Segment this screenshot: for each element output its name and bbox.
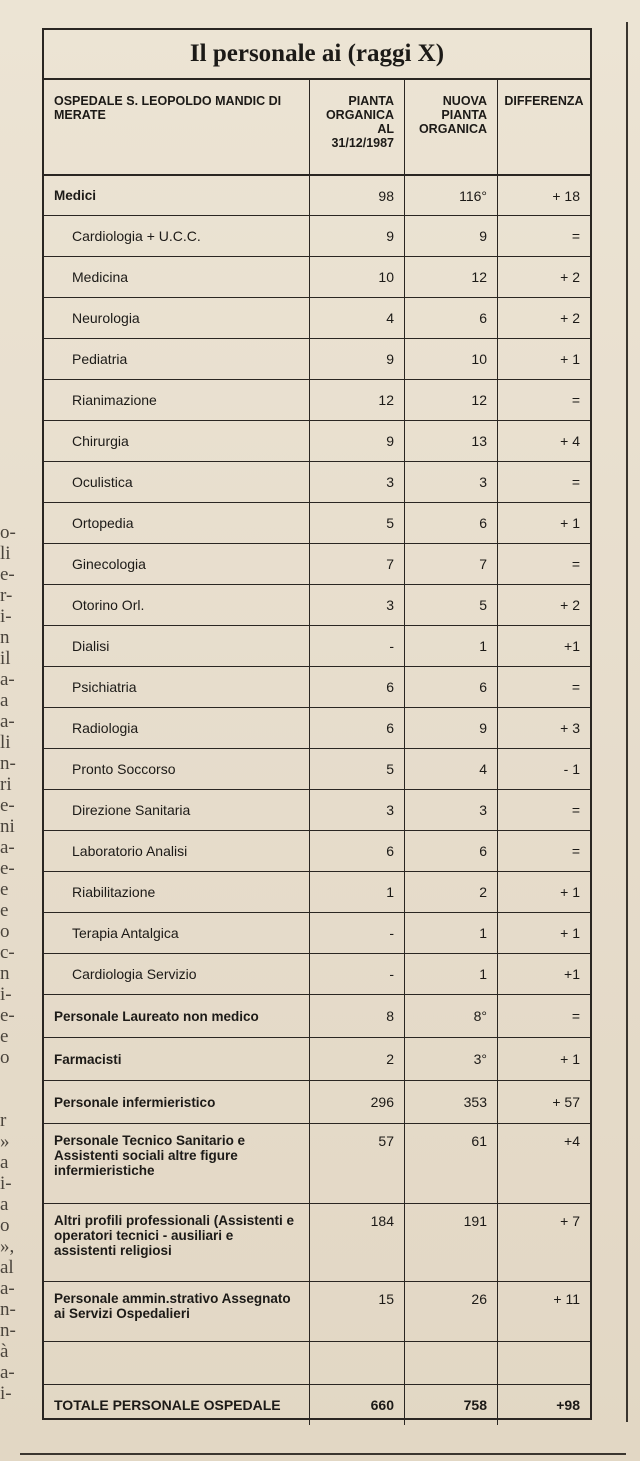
difference-value: = (571, 802, 580, 818)
bottom-divider (20, 1453, 626, 1455)
new-staffing-value: 2 (405, 872, 498, 912)
old-staffing-value: 9 (310, 339, 405, 379)
old-staffing-value (310, 1342, 405, 1384)
old-staffing-value: 6 (310, 708, 405, 748)
difference-value: + 57 (552, 1094, 580, 1110)
difference-value: + 11 (553, 1291, 580, 1307)
margin-fragment (0, 1089, 18, 1110)
margin-fragment: ri (0, 774, 12, 795)
old-staffing-value: 3 (310, 585, 405, 625)
old-staffing-value: - (310, 626, 405, 666)
table-row (44, 790, 590, 831)
row-label: Ginecologia (44, 544, 310, 584)
margin-fragment: a- (0, 837, 15, 858)
table-row (44, 995, 590, 1038)
new-staffing-value: 10 (405, 339, 498, 379)
margin-fragment: e (0, 900, 9, 921)
difference-value: +1 (564, 638, 580, 654)
margin-fragment: a- (0, 1278, 15, 1299)
adjacent-column-text-fragments (0, 522, 18, 1404)
margin-fragment: o- (0, 522, 16, 543)
difference-value: + 2 (560, 310, 580, 326)
table-row (44, 1204, 590, 1282)
row-label: Cardiologia Servizio (44, 954, 310, 994)
table-title: Il personale ai (raggi X) (44, 30, 590, 80)
header-difference: DIFFERENZA (504, 94, 584, 108)
new-staffing-value: 6 (405, 667, 498, 707)
new-staffing-value: 1 (405, 913, 498, 953)
header-new-staffing: NUOVA PIANTA ORGANICA (405, 80, 498, 174)
margin-fragment: o (0, 1047, 10, 1068)
row-label: Personale ammin.strativo Assegnato ai Servizi Ospedalieri (44, 1282, 310, 1341)
row-label: Pronto Soccorso (44, 749, 310, 789)
old-staffing-value: 1 (310, 872, 405, 912)
margin-fragment: li (0, 543, 11, 564)
old-staffing-value: 5 (310, 503, 405, 543)
margin-fragment: à (0, 1341, 9, 1362)
old-staffing-value: 5 (310, 749, 405, 789)
row-label: Neurologia (44, 298, 310, 338)
new-staffing-value: 353 (405, 1081, 498, 1123)
row-label: Altri profili professionali (Assistenti e operatori tecnici - ausiliari e assistenti religiosi (44, 1204, 310, 1281)
table-row (44, 667, 590, 708)
margin-fragment: », (0, 1236, 15, 1257)
new-staffing-value: 6 (405, 503, 498, 543)
old-staffing-value: - (310, 913, 405, 953)
table-row (44, 1124, 590, 1204)
difference-value: = (571, 679, 580, 695)
difference-value: + 1 (560, 1051, 580, 1067)
old-staffing-value: 184 (310, 1204, 405, 1281)
staffing-table (42, 28, 592, 1420)
table-row (44, 380, 590, 421)
old-staffing-value: 3 (310, 790, 405, 830)
row-label: Otorino Orl. (44, 585, 310, 625)
old-staffing-value: 6 (310, 667, 405, 707)
margin-fragment: i- (0, 1383, 12, 1404)
new-staffing-value: 4 (405, 749, 498, 789)
difference-value: + 2 (560, 269, 580, 285)
header-hospital: OSPEDALE S. LEOPOLDO MANDIC DI MERATE (44, 80, 310, 174)
difference-value: + 1 (560, 925, 580, 941)
margin-fragment: e- (0, 564, 15, 585)
margin-fragment: a- (0, 669, 15, 690)
difference-value: + 1 (560, 351, 580, 367)
old-staffing-value: 98 (310, 176, 405, 215)
margin-fragment: e- (0, 858, 15, 879)
difference-value: + 1 (560, 884, 580, 900)
difference-value: = (571, 392, 580, 408)
margin-fragment: n (0, 627, 10, 648)
margin-fragment: a (0, 1152, 9, 1173)
new-staffing-value: 12 (405, 380, 498, 420)
difference-value (498, 1342, 590, 1384)
new-staffing-value: 8° (405, 995, 498, 1037)
table-row (44, 462, 590, 503)
new-staffing-value: 5 (405, 585, 498, 625)
table-row (44, 872, 590, 913)
old-staffing-value: 296 (310, 1081, 405, 1123)
new-staffing-value: 3° (405, 1038, 498, 1080)
row-label: Chirurgia (44, 421, 310, 461)
new-staffing-value: 61 (405, 1124, 498, 1203)
row-label: Personale infermieristico (44, 1081, 310, 1123)
new-staffing-value: 6 (405, 298, 498, 338)
new-staffing-value: 12 (405, 257, 498, 297)
margin-fragment: e- (0, 1005, 15, 1026)
table-row (44, 1282, 590, 1342)
margin-fragment: r (0, 1110, 7, 1131)
margin-fragment: li (0, 732, 11, 753)
new-staffing-value (405, 1342, 498, 1384)
row-label: TOTALE PERSONALE OSPEDALE (44, 1385, 310, 1425)
new-staffing-value: 1 (405, 626, 498, 666)
difference-value: + 4 (560, 433, 580, 449)
old-staffing-value: 8 (310, 995, 405, 1037)
margin-fragment: a- (0, 711, 15, 732)
table-body (44, 176, 590, 1425)
row-label: Laboratorio Analisi (44, 831, 310, 871)
row-label: Direzione Sanitaria (44, 790, 310, 830)
old-staffing-value: 4 (310, 298, 405, 338)
margin-fragment: r- (0, 585, 13, 606)
difference-value: + 18 (552, 187, 580, 204)
margin-fragment: e- (0, 795, 15, 816)
table-row (44, 585, 590, 626)
table-row (44, 298, 590, 339)
difference-value: + 2 (560, 597, 580, 613)
difference-value: = (571, 556, 580, 572)
row-label: Psichiatria (44, 667, 310, 707)
old-staffing-value: 3 (310, 462, 405, 502)
new-staffing-value: 758 (405, 1385, 498, 1425)
table-row (44, 708, 590, 749)
row-label: Medici (44, 176, 310, 215)
old-staffing-value: 6 (310, 831, 405, 871)
old-staffing-value: - (310, 954, 405, 994)
table-row (44, 339, 590, 380)
difference-value: + 7 (560, 1213, 580, 1229)
total-row (44, 1385, 590, 1425)
difference-value: + 3 (560, 720, 580, 736)
row-label: Terapia Antalgica (44, 913, 310, 953)
difference-value: +98 (556, 1397, 580, 1413)
table-row (44, 544, 590, 585)
row-label: Medicina (44, 257, 310, 297)
table-row (44, 626, 590, 667)
table-row (44, 831, 590, 872)
old-staffing-value: 660 (310, 1385, 405, 1425)
old-staffing-value: 9 (310, 216, 405, 256)
old-staffing-value: 2 (310, 1038, 405, 1080)
old-staffing-value: 7 (310, 544, 405, 584)
new-staffing-value: 26 (405, 1282, 498, 1341)
margin-fragment: n- (0, 1299, 16, 1320)
header-old-staffing: PIANTA ORGANICA AL 31/12/1987 (310, 80, 405, 174)
old-staffing-value: 15 (310, 1282, 405, 1341)
margin-fragment: i- (0, 606, 12, 627)
margin-fragment: a (0, 1194, 9, 1215)
difference-value: = (571, 474, 580, 490)
row-label: Oculistica (44, 462, 310, 502)
row-label: Farmacisti (44, 1038, 310, 1080)
margin-fragment: a- (0, 1362, 15, 1383)
margin-fragment: e (0, 879, 9, 900)
old-staffing-value: 10 (310, 257, 405, 297)
old-staffing-value: 9 (310, 421, 405, 461)
difference-value: +1 (564, 966, 580, 982)
row-label: Personale Tecnico Sanitario e Assistenti sociali altre figure infermieristiche (44, 1124, 310, 1203)
new-staffing-value: 9 (405, 708, 498, 748)
difference-value: + 1 (560, 515, 580, 531)
difference-value: = (571, 1008, 580, 1024)
new-staffing-value: 1 (405, 954, 498, 994)
new-staffing-value: 13 (405, 421, 498, 461)
margin-fragment: i- (0, 984, 12, 1005)
margin-fragment: c- (0, 942, 15, 963)
row-label: Dialisi (44, 626, 310, 666)
column-divider (626, 22, 628, 1422)
table-row (44, 1081, 590, 1124)
difference-value: = (571, 228, 580, 244)
margin-fragment (0, 1068, 18, 1089)
table-row (44, 503, 590, 544)
margin-fragment: o (0, 921, 10, 942)
row-label: Cardiologia + U.C.C. (44, 216, 310, 256)
margin-fragment: n (0, 963, 10, 984)
table-row (44, 1342, 590, 1385)
new-staffing-value: 116° (405, 176, 498, 215)
new-staffing-value: 9 (405, 216, 498, 256)
row-label (44, 1342, 310, 1384)
margin-fragment: al (0, 1257, 14, 1278)
margin-fragment: » (0, 1131, 10, 1152)
table-row (44, 176, 590, 216)
margin-fragment: o (0, 1215, 10, 1236)
margin-fragment: n- (0, 753, 16, 774)
table-row (44, 1038, 590, 1081)
margin-fragment: il (0, 648, 11, 669)
row-label: Riabilitazione (44, 872, 310, 912)
table-row (44, 257, 590, 298)
difference-value: - 1 (563, 761, 580, 777)
margin-fragment: ni (0, 816, 15, 837)
table-row (44, 749, 590, 790)
row-label: Ortopedia (44, 503, 310, 543)
new-staffing-value: 3 (405, 462, 498, 502)
row-label: Personale Laureato non medico (44, 995, 310, 1037)
row-label: Radiologia (44, 708, 310, 748)
table-header (44, 80, 590, 176)
margin-fragment: e (0, 1026, 9, 1047)
margin-fragment: n- (0, 1320, 16, 1341)
table-row (44, 421, 590, 462)
table-row (44, 216, 590, 257)
old-staffing-value: 12 (310, 380, 405, 420)
difference-value: = (571, 843, 580, 859)
row-label: Rianimazione (44, 380, 310, 420)
margin-fragment: a (0, 690, 9, 711)
new-staffing-value: 191 (405, 1204, 498, 1281)
new-staffing-value: 6 (405, 831, 498, 871)
difference-value: +4 (564, 1133, 580, 1149)
new-staffing-value: 3 (405, 790, 498, 830)
new-staffing-value: 7 (405, 544, 498, 584)
old-staffing-value: 57 (310, 1124, 405, 1203)
table-row (44, 913, 590, 954)
row-label: Pediatria (44, 339, 310, 379)
margin-fragment: i- (0, 1173, 12, 1194)
table-row (44, 954, 590, 995)
